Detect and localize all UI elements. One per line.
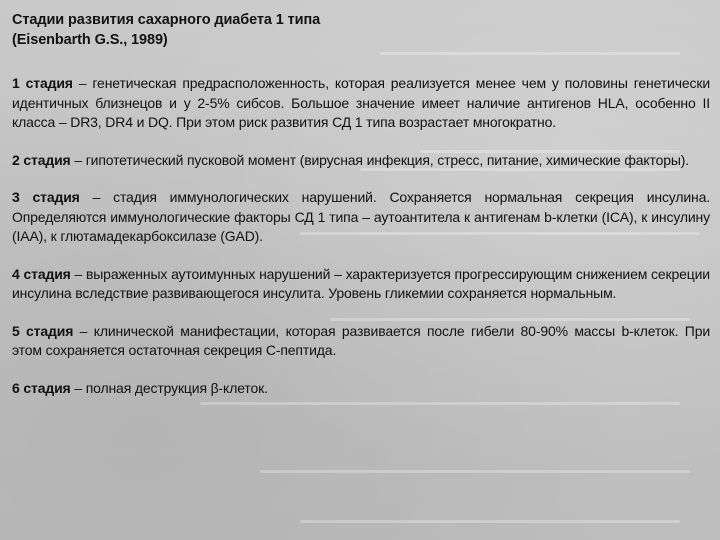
stage-3-label: 3 стадия [12,189,80,205]
title-line-2: (Eisenbarth G.S., 1989) [12,32,168,48]
stage-2-paragraph [12,151,710,171]
stage-3-text: – стадия иммунологических нарушений. Сохраняется нормальная секреция инсулина. Определяются иммунологические факторы СД 1 типа – аутоантитела к антигенам b-клетки (ICA), к инсулину (IAA), к глютамадекарбоксилазе (GAD). [12,189,710,244]
stage-4-text: – выраженных аутоимунных нарушений – характеризуется прогрессирующим снижением секреции инсулина вследствие развивающегося инсулита. Уровень гликемии сохраняется нормальным. [12,265,710,301]
stage-1-paragraph [12,74,710,133]
stage-6-text: – полная деструкция β-клеток. [70,379,268,396]
stage-6-label: 6 стадия [12,379,71,396]
stage-6-paragraph [12,379,710,399]
stage-2-text: – гипотетический пусковой момент (вирусная инфекция, стресс, питание, химические факторы). [70,151,690,168]
stage-2-label: 2 стадия [12,151,71,168]
document-title [12,10,710,50]
stage-3-paragraph [12,188,710,247]
title-line-1: Стадии развития сахарного диабета 1 типа [12,12,321,28]
stage-1-text: – генетическая предрасположенность, которая реализуется менее чем у половины генетически идентичных близнецов и у 2-5% сибсов. Большое значение имеет наличие антигенов HLA, особенно II класса – DR3, DR4 и DQ. При этом риск развития СД 1 типа возрастает многократно. [12,75,710,130]
stage-1-label: 1 стадия [12,75,73,91]
document-content [12,10,710,398]
stage-4-paragraph [12,265,710,304]
stage-5-label: 5 стадия [12,322,74,339]
stage-5-text: – клинической манифестации, которая развивается после гибели 80-90% массы b-клеток. При этом сохраняется остаточная секреция С-пептида. [12,322,710,358]
stage-4-label: 4 стадия [12,265,71,282]
stage-5-paragraph [12,322,710,361]
